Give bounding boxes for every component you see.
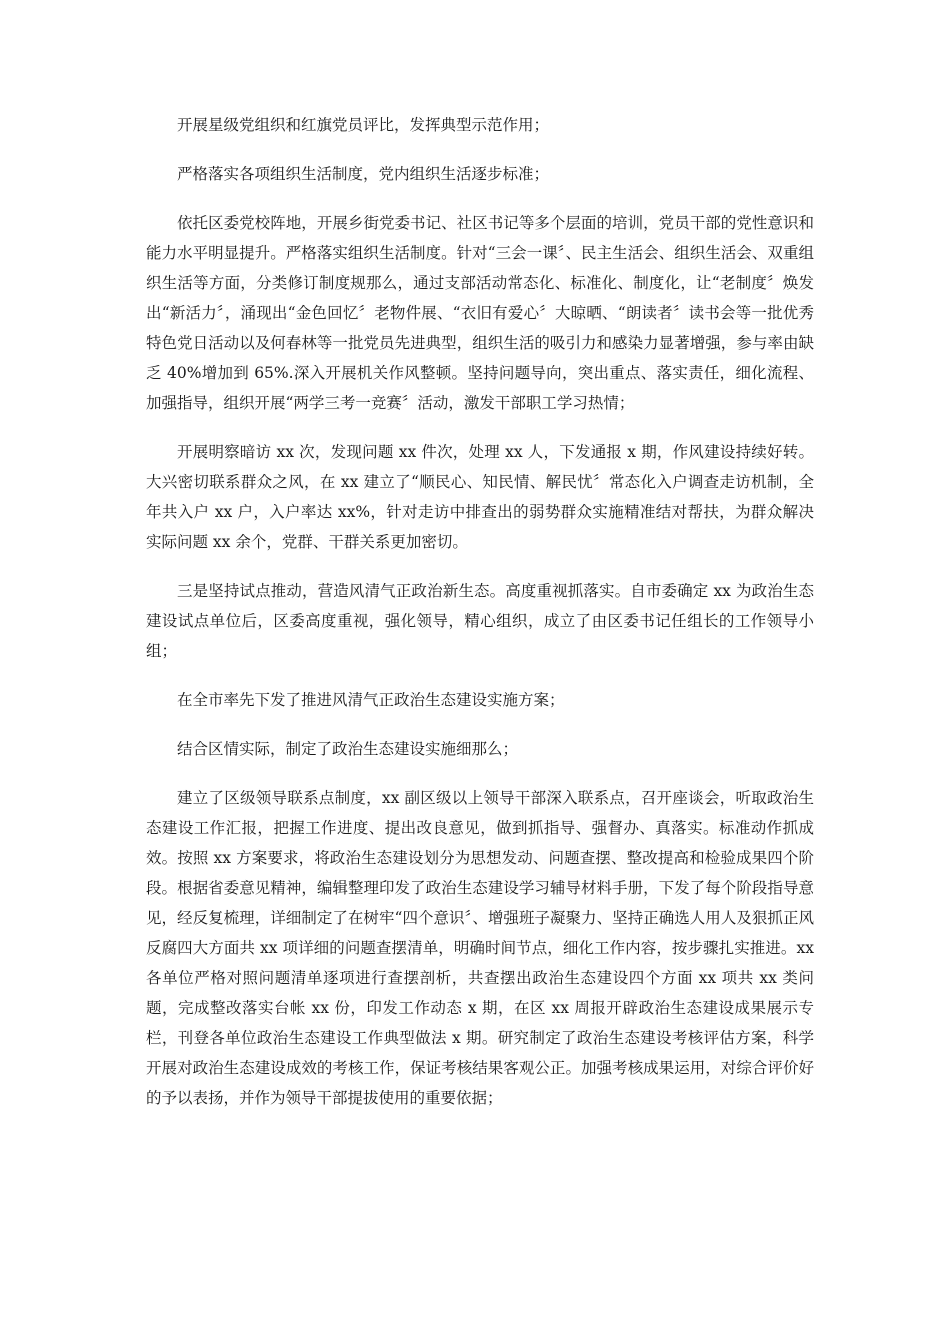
paragraph: 三是坚持试点推动，营造风清气正政治新生态。高度重视抓落实。自市委确定 xx 为政治生态建设试点单位后，区委高度重视，强化领导，精心组织，成立了由区委书记任组长的工作领导小组； bbox=[146, 582, 814, 660]
paragraph: 在全市率先下发了推进风清气正政治生态建设实施方案； bbox=[177, 691, 565, 709]
paragraph: 严格落实各项组织生活制度，党内组织生活逐步标准； bbox=[177, 165, 550, 183]
paragraph: 建立了区级领导联系点制度，xx 副区级以上领导干部深入联系点，召开座谈会，听取政治生态建设工作汇报，把握工作进度、提出改良意见，做到抓指导、强督办、真落实。标准动作抓成效。按照 xx 方案要求，将政治生态建设划分为思想发动、问题查摆、整改提高和检验成果四个阶段。根据省委意见精神，编辑整理印发了政治生态建设学习辅导材料手册，下发了每个阶段指导意见，经反复梳理，详细制定了在树牢“四个意识〞、增强班子凝聚力、坚持正确选人用人及狠抓正风反腐四大方面共 xx 项详细的问题查摆清单，明确时间节点，细化工作内容，按步骤扎实推进。xx 各单位严格对照问题清单逐项进行查摆剖析，共查摆出政治生态建设四个方面 xx 项共 xx 类问题，完成整改落实台帐 xx 份，印发工作动态 x 期，在区 xx 周报开辟政治生态建设成果展示专栏，刊登各单位政治生态建设工作典型做法 x 期。研究制定了政治生态建设考核评估方案，科学开展对政治生态建设成效的考核工作，保证考核结果客观公正。加强考核成果运用，对综合评价好的予以表扬，并作为领导干部提拔使用的重要依据； bbox=[146, 789, 814, 1107]
paragraph: 依托区委党校阵地，开展乡街党委书记、社区书记等多个层面的培训，党员干部的党性意识和能力水平明显提升。严格落实组织生活制度。针对“三会一课〞、民主生活会、组织生活会、双重组织生活等方面，分类修订制度规那么，通过支部活动常态化、标准化、制度化，让“老制度〞焕发出“新活力〞，涌现出“金色回忆〞老物件展、“衣旧有爱心〞大晾晒、“朗读者〞读书会等一批优秀特色党日活动以及何春林等一批党员先进典型，组织生活的吸引力和感染力显著增强，参与率由缺乏 40%增加到 65%.深入开展机关作风整顿。坚持问题导向，突出重点、落实责任，细化流程、加强指导，组织开展“两学三考一竞赛〞活动，激发干部职工学习热情； bbox=[146, 214, 814, 412]
paragraph: 结合区情实际，制定了政治生态建设实施细那么； bbox=[177, 740, 519, 758]
document-body bbox=[146, 110, 814, 1113]
paragraph: 开展星级党组织和红旗党员评比，发挥典型示范作用； bbox=[177, 116, 550, 134]
paragraph: 开展明察暗访 xx 次，发现问题 xx 件次，处理 xx 人，下发通报 x 期，作风建设持续好转。大兴密切联系群众之风，在 xx 建立了“顺民心、知民情、解民忧〞常态化入户调查走访机制，全年共入户 xx 户，入户率达 xx%，针对走访中排查出的弱势群众实施精准结对帮扶，为群众解决实际问题 xx 余个，党群、干群关系更加密切。 bbox=[146, 443, 814, 551]
